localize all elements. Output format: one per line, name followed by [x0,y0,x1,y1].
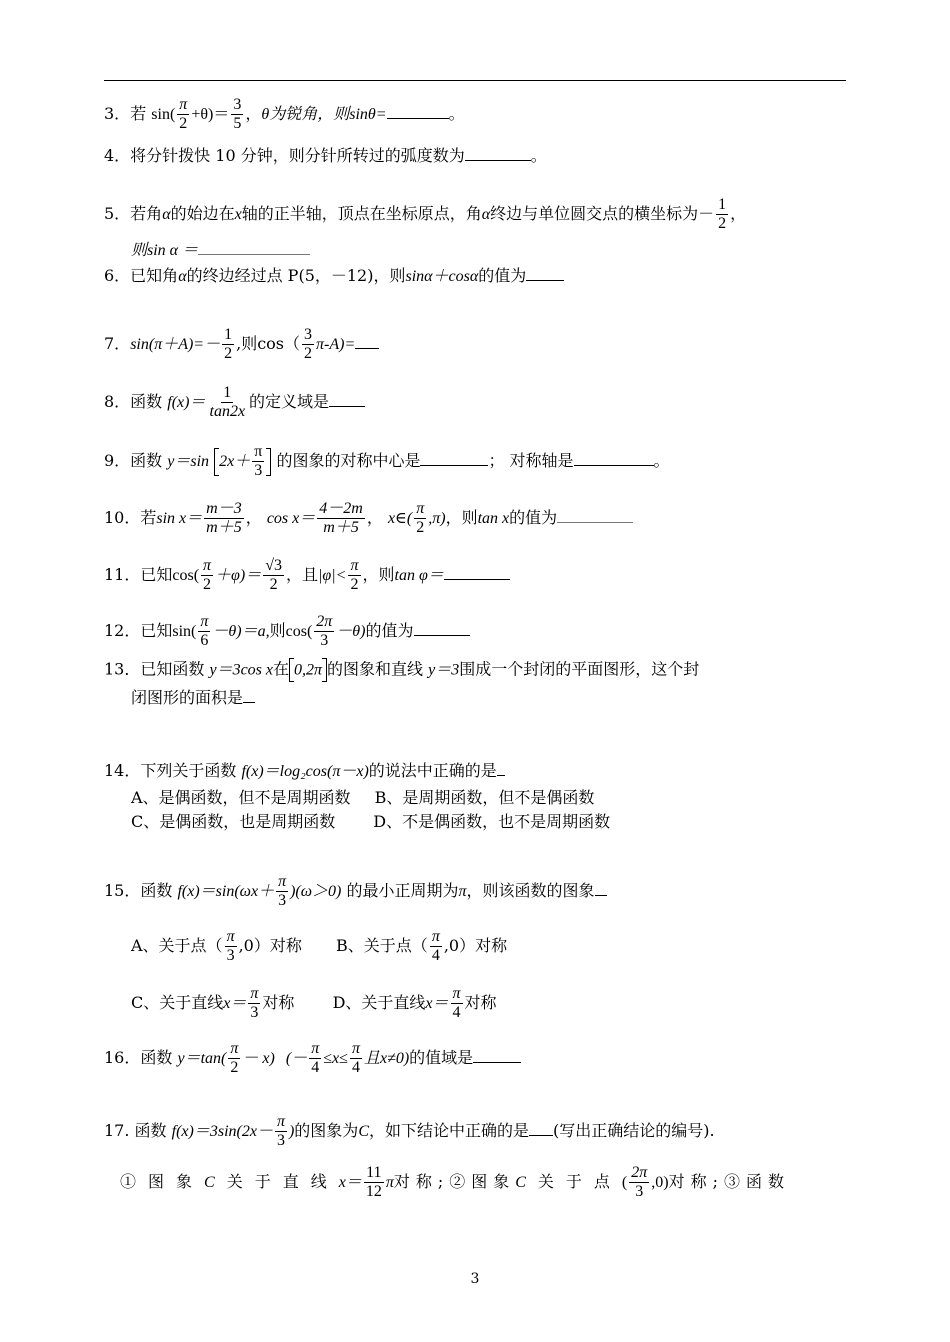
q12-frac1-num: π [200,613,209,630]
q15-option-d-den: 4 [452,1004,461,1021]
q7-fraction-1 [222,326,234,363]
q4-text: 4．将分针拨快 10 分钟，则分针所转过的弧度数为 [104,146,465,165]
q11-math-4: tan φ＝ [394,567,444,584]
q13-text-4: 围成一个封闭的平面图形，这个封 [459,659,700,679]
q11-frac1-num: π [203,557,212,574]
q10-frac1-num: m－3 [206,500,242,517]
q15-option-d-fraction [451,985,463,1022]
q7-number: 7． [104,334,131,353]
question-9 [104,443,670,480]
q12-fraction-1 [198,613,210,650]
q15-option-a-text-2: ,0）对称 [238,936,302,955]
q5-frac-num: 1 [718,196,727,213]
q15-math-1: f(x)＝sin(ωx＋ [177,883,275,900]
q9-math: y＝sin [167,453,210,470]
q10-frac2-den: m＋5 [323,519,359,536]
q7-math-2: π-A)= [316,336,356,353]
q15-frac-den: 3 [278,892,287,909]
q15-option-a-den: 3 [226,947,235,964]
q7-frac1-num: 1 [224,326,233,343]
q17-l2-frac2-den: 3 [635,1183,644,1200]
q15-option-c-text-2: 对称 [262,993,295,1012]
q8-text-2: 的定义域是 [249,392,330,411]
page-number: 3 [470,1271,480,1287]
q16-fraction-2 [309,1040,321,1077]
q16-answer-blank [473,1048,521,1063]
q14-option-d: D、不是偶函数，也不是周期函数 [373,812,611,831]
question-16 [104,1040,521,1077]
q17-text-3: ，如下结论中正确的是 [368,1121,529,1140]
question-13 [104,658,699,682]
q17-text: 17. 函数 [104,1121,167,1140]
q9-answer-blank-1 [420,451,488,466]
q17-l2-text-2: 关于直线 [226,1172,339,1191]
q14-option-b: B、是周期函数，但不是偶函数 [374,788,595,807]
q3-end: 。 [448,104,465,123]
q11-frac3-den: 2 [350,576,359,593]
q7-frac2-den: 2 [304,345,313,362]
question-13-line-2 [131,688,255,708]
q10-frac3-num: π [416,500,425,517]
q17-frac-den: 3 [276,1132,285,1149]
q17-l2-c-2: C [515,1174,526,1191]
q12-text: 12．已知 [104,621,173,640]
q13-math-1: y＝3cos x [209,661,274,679]
q5-text-3: 轴的正半轴，顶点在坐标原点，角 [241,204,482,223]
q5-x: x [234,206,242,223]
q15-option-c-x: x＝ [223,995,247,1012]
q4-end: 。 [530,146,547,165]
q10-math-2: cos x＝ [266,510,316,527]
q3-frac2-num: 3 [233,96,242,113]
q14-math: f(x)＝log₂cos(π－x) [241,763,369,780]
question-4 [104,146,547,166]
q16-frac2-num: π [311,1040,320,1057]
question-8 [104,384,365,421]
q14-text: 14．下列关于函数 [104,761,237,780]
q7-answer-blank [355,334,379,349]
q3-comma: ， [245,104,262,123]
q8-frac-den: tan2x [209,403,246,420]
q16-frac2-den: 4 [311,1059,320,1076]
q7-frac1-den: 2 [224,345,233,362]
q15-text: 15．函数 [104,881,173,900]
q16-math-1: y＝tan( [177,1050,227,1067]
q3-text-2: θ为锐角，则 [261,106,350,123]
q10-math-4: ,π) [428,510,446,527]
q10-math-1: sin x＝ [156,510,203,527]
q15-frac-num: π [278,873,287,890]
q5-text: 5．若角 [104,204,163,223]
q10-answer-blank [557,508,633,523]
q3-fraction-2 [231,96,243,133]
q9-text: 9．函数 [104,451,163,470]
q8-fraction [208,384,248,421]
q10-math-5: tan x [477,510,510,527]
q9-text-3: ； 对称轴是 [488,451,574,470]
q15-answer-blank [595,881,607,896]
q16-math-3: (－ [285,1050,308,1067]
q17-l2-text-3: 对称;②图象 [393,1172,516,1191]
q5-frac-den: 2 [718,215,727,232]
q14-options-row-1 [131,788,594,808]
q16-math-5: 且x≠0) [363,1050,410,1067]
q15-option-d-num: π [452,985,461,1002]
q3-frac1-den: 2 [179,115,188,132]
q12-text-3: 的值为 [365,621,414,640]
q17-text-4: (写出正确结论的编号). [553,1121,715,1140]
q17-l2-text-1: ①图象 [120,1172,205,1191]
q11-text-2: ，且 [286,565,319,584]
q12-answer-blank [414,621,470,636]
q12-frac2-num: 2π [316,613,333,630]
q7-fraction-2 [302,326,314,363]
q11-text: 11．已知 [104,565,173,584]
q15-option-b-den: 4 [431,947,440,964]
q17-l2-text-5: 对称;③函数 [668,1172,790,1191]
question-3 [104,96,465,133]
q15-pi: π [458,883,467,900]
q15-option-b-text-2: ,0）对称 [443,936,508,955]
q17-fraction [275,1113,287,1150]
q15-option-c-num: π [250,985,259,1002]
q7-frac2-num: 3 [304,326,313,343]
q15-option-d-text: D、关于直线 [332,993,426,1012]
q15-options-row-1 [131,928,507,965]
q11-frac3-num: π [350,557,359,574]
q13-text-2: 在 [273,659,290,679]
q5-line2-text: 则sin α ＝ [131,242,199,259]
q10-frac1-den: m＋5 [206,519,242,536]
q17-l2-frac2-num: 2π [631,1164,648,1181]
q11-answer-blank [444,565,510,580]
q12-frac2-den: 3 [320,632,329,649]
q6-alpha: α [178,268,187,285]
q10-fraction-2 [317,500,365,537]
q3-math-3: sinθ= [349,106,387,123]
q3-math-2: +θ)＝ [191,106,230,123]
q16-text: 16．函数 [104,1048,173,1067]
q12-frac1-den: 6 [200,632,209,649]
q17-math-2: ) [288,1123,295,1140]
header-rule [104,80,846,81]
q13-text: 13．已知函数 [104,659,205,679]
q8-frac-num: 1 [223,384,232,401]
q12-text-2: 则 [269,621,286,640]
q13-answer-blank [243,688,255,703]
q10-text-2: ，则 [445,508,478,527]
q9-frac-num: π [254,443,263,460]
q17-l2-paren: ( [621,1174,628,1191]
question-5 [104,196,746,233]
q3-frac1-num: π [179,96,188,113]
question-6 [104,266,564,287]
q9-fraction [252,443,264,480]
question-15 [104,873,607,910]
q16-frac1-num: π [230,1040,239,1057]
q6-expression: sinα＋cosα [405,268,479,285]
q17-l2-fraction-2 [629,1164,649,1201]
q15-option-d-text-2: 对称 [464,993,497,1012]
q17-l2-frac1-den: 12 [365,1183,382,1200]
q11-math-2: ＋φ)＝ [215,567,262,584]
q15-option-b-num: π [431,928,440,945]
q14-options-row-2 [131,812,610,832]
q15-option-d-x: x＝ [425,995,449,1012]
q9-frac-den: 3 [254,462,263,479]
q14-option-a: A、是偶函数，但不是周期函数 [131,788,351,807]
question-10 [104,500,633,537]
q3-frac2-den: 5 [233,115,242,132]
q13-interval: 0,2π [294,661,323,679]
question-17 [104,1113,715,1150]
q17-answer-blank [529,1121,553,1136]
q15-option-c-text: C、关于直线 [131,993,224,1012]
q4-answer-blank [465,146,531,161]
q17-l2-x: x＝ [338,1174,362,1191]
q11-fraction-2 [263,557,284,594]
question-14 [104,761,505,782]
q16-math-2: － x) [242,1050,275,1067]
q15-text-2: 的最小正周期为 [346,881,459,900]
q9-answer-blank-2 [574,451,654,466]
q10-text: 10．若 [104,508,157,527]
q17-l2-text-4: 关于点 [537,1172,622,1191]
q13-line2-text: 闭图形的面积是 [131,688,244,707]
q15-option-b-text: B、关于点（ [336,936,428,955]
q17-l2-fraction-1 [364,1164,384,1201]
q16-frac1-den: 2 [230,1059,239,1076]
q15-option-b-fraction [430,928,442,965]
q5-text-2: 的始边在 [170,204,235,223]
q14-text-2: 的说法中正确的是 [368,761,497,780]
q10-math-3: x∈( [387,510,413,527]
q11-fraction-1 [201,557,213,594]
q8-math: f(x)＝ [167,394,206,411]
q3-answer-blank [387,104,449,119]
q6-text-3: 的值为 [478,266,527,285]
q16-fraction-3 [350,1040,362,1077]
q8-answer-blank [329,392,365,407]
q11-frac2-den: 2 [269,576,278,593]
q11-fraction-3 [348,557,360,594]
q12-math-2: －θ)＝a, [212,623,270,640]
q11-frac2-num: √3 [265,557,283,574]
q10-fraction-3 [414,500,426,537]
q15-option-c-den: 3 [250,1004,259,1021]
q16-math-4: ≤x≤ [323,1050,348,1067]
q12-math-3: cos( [285,623,313,640]
q10-comma-1: ， [245,508,262,527]
q5-comma: ， [730,204,747,223]
q11-math-1: cos( [172,567,200,584]
q10-comma-2: ， [366,508,383,527]
q15-option-a-num: π [226,928,235,945]
q10-fraction-1 [204,500,244,537]
q3-number: 3． [104,104,131,123]
q9-arg: 2x＋ [219,453,251,470]
q9-text-2: 的图象的对称中心是 [276,451,421,470]
q17-frac-num: π [276,1113,285,1130]
q15-options-row-2 [131,985,497,1022]
q5-answer-blank [198,240,310,255]
q14-option-c: C、是偶函数，也是周期函数 [131,812,336,831]
q5-fraction [716,196,728,233]
q17-l2-pi: π [385,1174,394,1191]
q15-option-a-fraction [225,928,237,965]
q17-l2-c: C [204,1174,215,1191]
question-11 [104,557,510,594]
q15-math-2: )(ω＞0) [290,883,342,900]
q5-text-4: 终边与单位圆交点的横坐标为－ [490,204,715,223]
q11-text-3: ，则 [362,565,395,584]
q16-fraction-1 [228,1040,240,1077]
q15-option-c-fraction [248,985,260,1022]
q10-frac3-den: 2 [416,519,425,536]
q16-text-2: 的值域是 [409,1048,474,1067]
q17-c: C [358,1123,369,1140]
q17-math-1: f(x)＝3sin(2x－ [171,1123,273,1140]
q7-text: ,则cos（ [236,334,301,353]
q7-math: sin(π＋A)=－ [130,336,221,353]
q13-text-3: 的图象和直线 [327,659,424,679]
q9-right-paren [266,448,271,476]
q11-math-3: |φ|< [318,567,347,584]
q10-frac2-num: 4－2m [319,500,363,517]
question-12 [104,613,470,650]
q11-frac1-den: 2 [203,576,212,593]
question-5-line-2 [131,240,310,261]
q3-math: sin( [151,106,176,123]
q8-text: 8．函数 [104,392,163,411]
question-17-line-2 [120,1164,790,1201]
q6-text-2: 的终边经过点 P(5，－12)，则 [186,266,406,285]
q6-text: 6．已知角 [104,266,179,285]
q5-alpha: α [162,206,171,223]
q17-l2-frac1-num: 11 [366,1164,382,1181]
q17-l2-point: ,0) [651,1174,669,1191]
q16-frac3-den: 4 [351,1059,360,1076]
q15-fraction [276,873,288,910]
q17-text-2: 的图象为 [294,1121,359,1140]
question-7 [104,326,379,363]
q16-frac3-num: π [351,1040,360,1057]
q12-math-1: sin( [172,623,197,640]
q9-end: 。 [653,451,670,470]
q12-math-4: －θ) [336,623,366,640]
q3-text: 若 [130,104,147,123]
q12-fraction-2 [314,613,334,650]
q5-alpha-2: α [481,206,491,223]
q15-text-3: ，则该函数的图象 [466,881,595,900]
q14-answer-blank [497,761,505,776]
q13-math-2: y＝3 [428,661,460,679]
q3-fraction-1 [177,96,189,133]
q15-option-a-text: A、关于点（ [131,936,223,955]
q10-text-3: 的值为 [509,508,558,527]
q6-answer-blank [526,266,564,281]
